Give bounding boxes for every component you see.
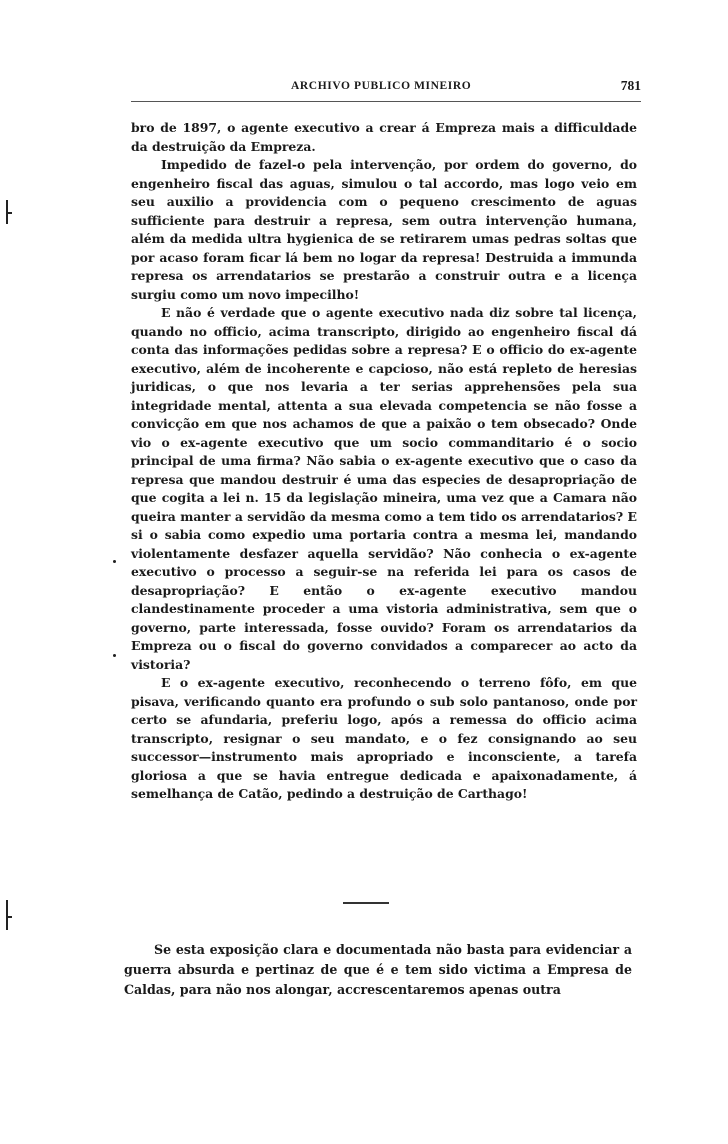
- running-title: ARCHIVO PUBLICO MINEIRO: [291, 80, 472, 92]
- running-header: [131, 78, 641, 98]
- paragraph: E não é verdade que o agente executivo nada diz sobre tal licença, quando no officio, acima transcripto, dirigido ao engenheiro fiscal dá conta das informações pedidas sobre a represa? E o officio do ex-agente executivo, além de incoherente e capcioso, não está repleto de heresias juridicas, o que nos levaria a ter serias apprehensões pela sua integridade mental, attenta a sua elevada competencia se não fosse a convicção em que nos achamos de que a paixão o tem obsecado? Onde vio o ex-agente executivo que um socio commanditario é o socio principal de uma firma? Não sabia o ex-agente executivo que o caso da represa que mandou destruir é uma das especies de desapropriação de que cogita a lei n. 15 da legislação mineira, uma vez que a Camara não queira manter a servidão da mesma como a tem tido os arrendatarios? E si o sabia como expedio uma portaria contra a mesma lei, mandando violentamente desfazer aquella servidão? Não conhecia o ex-agente executivo o processo a seguir-se na referida lei para os casos de desapropriação? E então o ex-agente executivo mandou clandestinamente proceder a uma vistoria administrativa, sem que o governo, parte interessada, fosse ouvido? Foram os arrendatarios da Empreza ou o fiscal do governo convidados a comparecer ao acto da vistoria?: [131, 305, 637, 672]
- margin-dot: [113, 560, 116, 563]
- paragraph: Se esta exposição clara e documentada não basta para evidenciar a guerra absurda e pertinaz de que é e tem sido victima a Empresa de Caldas, para não nos alongar, accrescentaremos apenas outra: [124, 942, 632, 997]
- main-text: [131, 119, 637, 804]
- page-number: 781: [620, 78, 641, 93]
- section-separator: [343, 902, 389, 904]
- header-rule: [131, 101, 641, 102]
- margin-dot: [113, 654, 116, 657]
- paragraph-continuation: bro de 1897, o agente executivo a crear á Empreza mais a difficuldade da destruição da Empreza.: [131, 120, 637, 154]
- paragraph: Impedido de fazel-o pela intervenção, por ordem do governo, do engenheiro fiscal das aguas, simulou o tal accordo, mas logo veio em seu auxilio a providencia com o pequeno crescimento de aguas sufficiente para destruir a represa, sem outra intervenção humana, além da medida ultra hygienica de se retirarem umas pedras soltas que por acaso foram ficar lá bem no logar da represa! Destruida a immunda represa os arrendatarios se prestarão a construir outra e a licença surgiu como um novo impecilho!: [131, 157, 637, 302]
- binding-mark: [8, 212, 12, 214]
- closing-text: [124, 940, 632, 1000]
- paragraph: E o ex-agente executivo, reconhecendo o terreno fôfo, em que pisava, verificando quanto era profundo o sub solo pantanoso, onde por certo se afundaria, preferiu logo, após a remessa do officio acima transcripto, resignar o seu mandato, e o fez consignando ao seu successor—instrumento mais apropriado e inconsciente, a tarefa gloriosa a que se havia entregue dedicada e apaixonadamente, á semelhança de Catão, pedindo a destruição de Carthago!: [131, 675, 637, 801]
- binding-mark: [8, 916, 12, 918]
- binding-mark: [6, 900, 8, 930]
